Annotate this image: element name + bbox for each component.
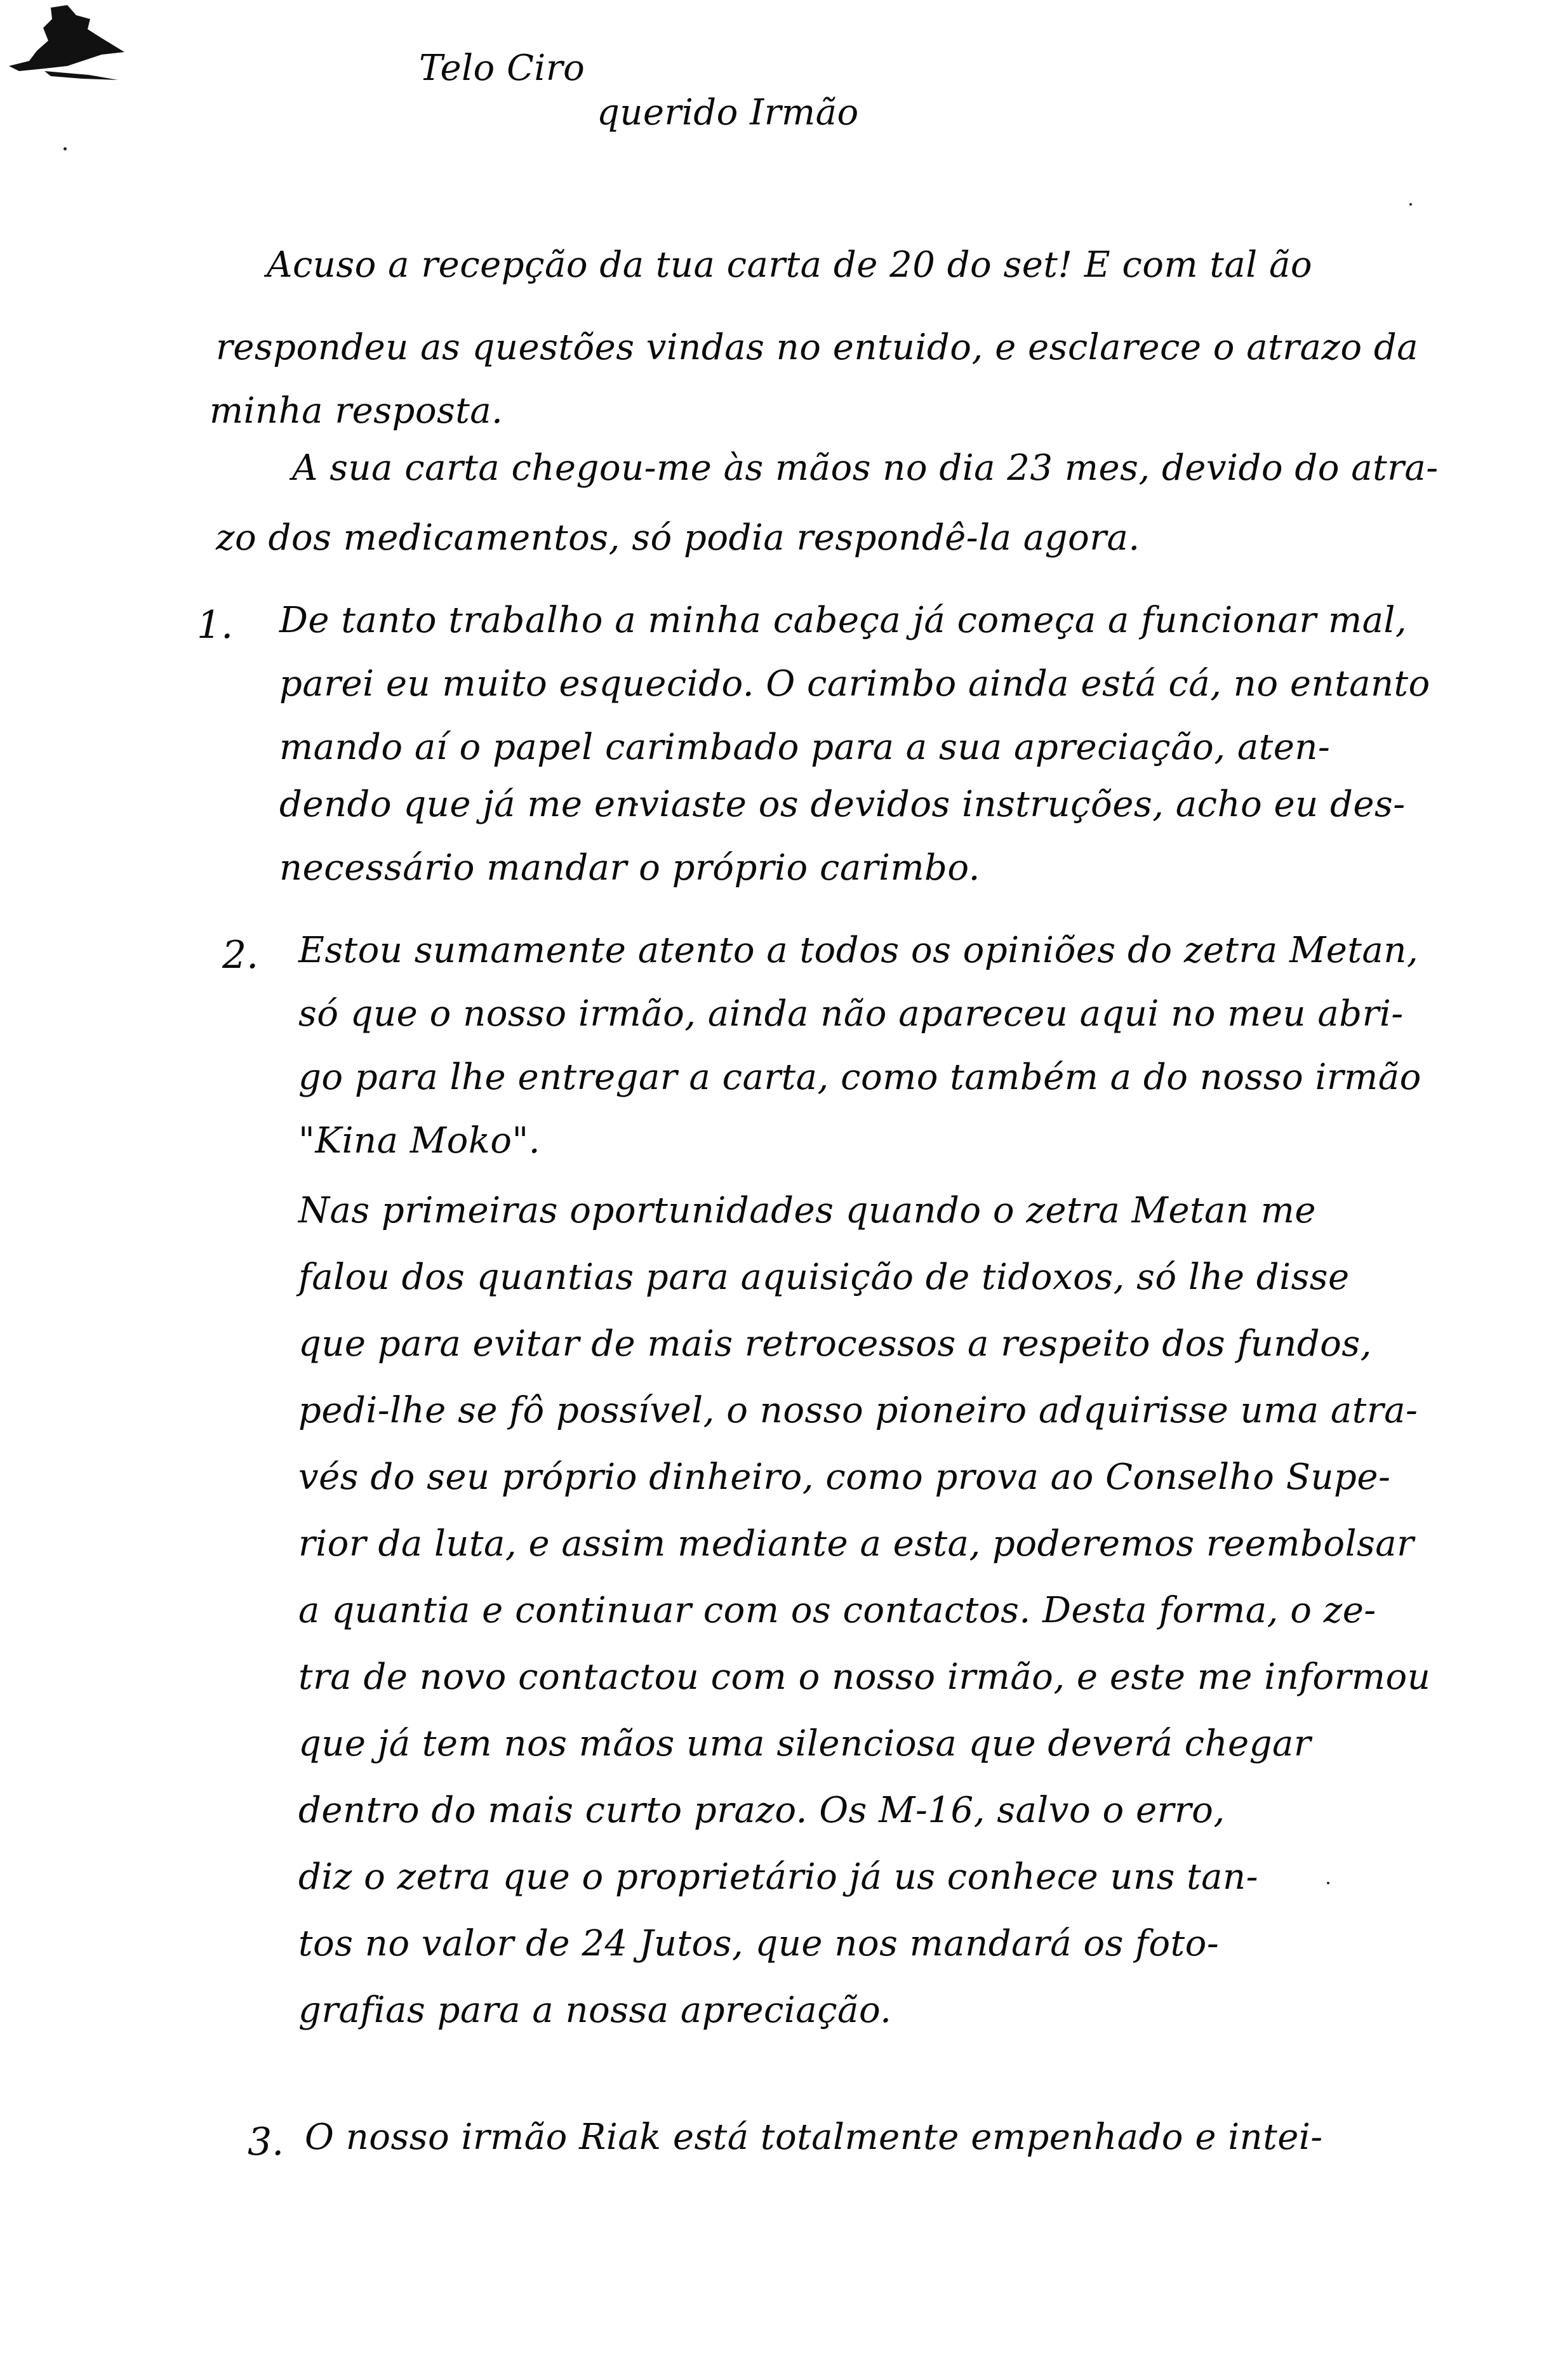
item-2-line-17: grafias para a nossa apreciação. <box>298 1990 892 2031</box>
item-2-line-8: pedi-lhe se fô possível, o nosso pioneiro adquirisse uma atra- <box>298 1390 1418 1431</box>
item-1-line-1: De tanto trabalho a minha cabeça já começa a funcionar mal, <box>279 600 1408 641</box>
item-2-line-6: falou dos quantias para aquisição de tidoxos, só lhe disse <box>298 1257 1350 1298</box>
item-2-number: 2. <box>222 933 259 977</box>
item-1-line-3: mando aí o papel carimbado para a sua apreciação, aten- <box>279 727 1331 768</box>
paragraph-1-line-2: respondeu as questões vindas no entuido, e esclarece o atrazo da <box>216 327 1419 368</box>
item-3-number: 3. <box>248 2120 284 2164</box>
item-1-line-4: dendo que já me enviaste os devidos instruções, acho eu des- <box>279 784 1406 825</box>
item-2-line-9: vés do seu próprio dinheiro, como prova ao Conselho Supe- <box>298 1457 1391 1498</box>
item-2-line-13: que já tem nos mãos uma silenciosa que deverá chegar <box>298 1723 1312 1764</box>
item-2-line-10: rior da luta, e assim mediante a esta, poderemos reembolsar <box>298 1523 1414 1564</box>
salutation-line-2: querido Irmão <box>597 92 859 133</box>
item-2-line-11: a quantia e continuar com os contactos. Desta forma, o ze- <box>298 1590 1376 1631</box>
salutation-line-1: Telo Ciro <box>419 48 585 89</box>
paragraph-1-line-1: Acuso a recepção da tua carta de 20 do set! E com tal ão <box>267 244 1313 286</box>
ink-speck <box>63 147 67 150</box>
item-1-number: 1. <box>197 603 234 647</box>
item-2-line-15: diz o zetra que o proprietário já us conhece uns tan- <box>298 1856 1259 1898</box>
item-2-line-7: que para evitar de mais retrocessos a respeito dos fundos, <box>298 1323 1372 1365</box>
paragraph-2-line-2: zo dos medicamentos, só podia respondê-la agora. <box>216 517 1140 559</box>
item-2-line-12: tra de novo contactou com o nosso irmão, e este me informou <box>298 1656 1431 1698</box>
item-1-line-5: necessário mandar o próprio carimbo. <box>279 847 980 889</box>
item-2-line-2: só que o nosso irmão, ainda não apareceu aqui no meu abri- <box>298 993 1404 1035</box>
ink-blot-mark <box>6 0 133 95</box>
item-3-line-1: O nosso irmão Riak está totalmente empenhado e intei- <box>305 2117 1323 2158</box>
item-2-line-14: dentro do mais curto prazo. Os M-16, salvo o erro, <box>298 1790 1225 1831</box>
item-1-line-2: parei eu muito esquecido. O carimbo ainda está cá, no entanto <box>279 663 1430 704</box>
paragraph-1-line-3: minha resposta. <box>210 390 503 432</box>
item-2-line-3: go para lhe entregar a carta, como também a do nosso irmão <box>298 1057 1421 1098</box>
item-2-line-16: tos no valor de 24 Jutos, que nos mandará os foto- <box>298 1923 1220 1964</box>
paragraph-2-line-1: A sua carta chegou-me às mãos no dia 23 mes, devido do atra- <box>292 447 1439 489</box>
item-2-line-1: Estou sumamente atento a todos os opiniões do zetra Metan, <box>298 930 1419 971</box>
ink-speck <box>1327 1882 1329 1884</box>
item-2-line-4: "Kina Moko". <box>298 1120 541 1161</box>
ink-speck <box>1409 203 1412 206</box>
item-2-line-5: Nas primeiras oportunidades quando o zetra Metan me <box>298 1190 1316 1231</box>
